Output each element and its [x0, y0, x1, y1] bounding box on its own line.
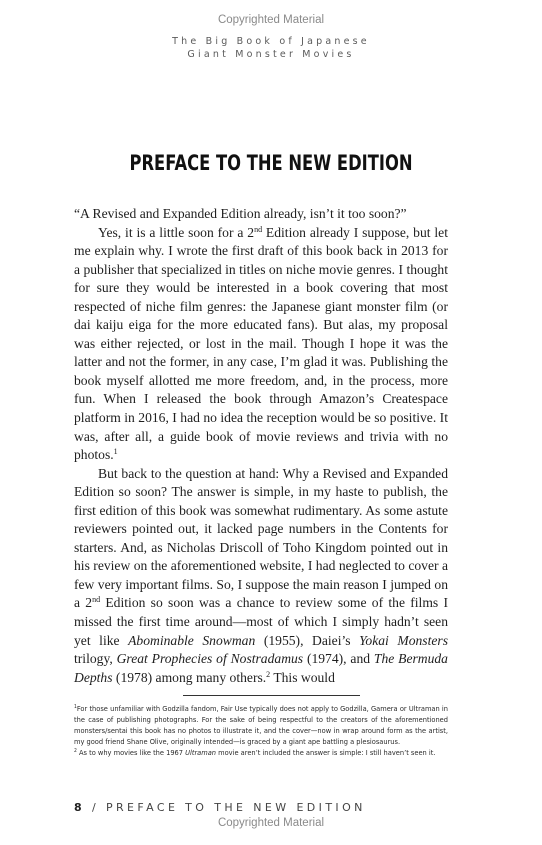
copyright-watermark-top: Copyrighted Material: [217, 14, 325, 26]
text-run: (1978) among many others.: [112, 669, 267, 685]
ordinal-superscript: nd: [92, 595, 101, 605]
copyright-watermark-bottom: Copyrighted Material: [217, 817, 325, 829]
running-header: [0, 36, 542, 61]
text-run: (1955), Daiei’s: [255, 632, 360, 648]
page-number: 8: [74, 801, 86, 814]
paragraph-1: “A Revised and Expanded Edition already, isn’t it too soon?”: [74, 206, 407, 221]
text-run: Edition so soon was a chance to review some of the films I missed the first time around—most of which I simply hadn’t seen yet like: [74, 595, 448, 648]
footnote-2: [74, 747, 448, 758]
film-title: Great Prophecies of Nostradamus: [116, 651, 304, 667]
paragraph-3: [74, 465, 448, 688]
running-header-line-2: Giant Monster Movies: [187, 48, 355, 60]
footnote-text: For those unfamiliar with Godzilla fandom, Fair Use typically does not apply to Godzilla, Gamera or Ultraman in the case of publishing photographs. For the sake of being respectful to the creators of the aforementioned monsters/sentai this book has no photos to illustrate it, and the cover—now in wrap around form as the artist, my good friend Shane Olive, originally intended—is graced by a giant ape battling a plesiosaurus.: [74, 704, 448, 746]
body-text: [74, 205, 448, 687]
footer-separator: /: [91, 801, 100, 814]
chapter-title: PREFACE TO THE NEW EDITION: [129, 151, 413, 176]
text-run: (1974), and: [303, 651, 374, 667]
footnote-ref-1[interactable]: 1: [113, 447, 118, 457]
footnote-text: As to why movies like the 1967: [76, 748, 186, 757]
film-title: Yokai Monsters: [359, 632, 448, 648]
text-run: This would: [270, 669, 335, 685]
text-run: But back to the question at hand: Why a Revised and Expanded Edition so soon? The answer is simple, in my haste to publish, the first edition of this book was somewhat rudimentary. As some astute reviewers pointed out, it lacked page numbers in the Contents for starters. And, as Nicholas Driscoll of Toho Kingdom pointed out in his review on the aforementioned website, I had neglected to cover a few very important films. So, I suppose the main reason I jumped on a 2: [74, 465, 448, 611]
text-run: Edition already I suppose, but let me explain why. I wrote the first draft of this book back in 2013 for a publisher that specialized in titles on niche movie genres. I thought for sure they would be interested in a book covering that most respected of niche film genres: the Japanese giant monster film (or dai kaiju eiga for the more educated fans). But alas, my proposal was either rejected, or lost in the mail. Though I hope it was the latter and not the former, in any case, I’m glad it was. Publishing the book myself allotted me more freedom, and, in the process, more fun. When I released the book through Amazon’s Createspace platform in 2016, I had no idea the reception would be so positive. It was, after all, a guide book of movie reviews and trivia with no photos.: [74, 224, 448, 463]
ordinal-superscript: nd: [254, 224, 263, 234]
footnote-divider: [183, 695, 360, 696]
footnote-mark: 1: [74, 704, 77, 710]
paragraph-2: [74, 224, 448, 465]
text-run: trilogy,: [74, 651, 117, 667]
film-title: Ultraman: [185, 748, 217, 757]
footnote-1: [74, 703, 448, 747]
film-title: Abominable Snowman: [128, 632, 256, 648]
footnote-mark: 2: [74, 748, 77, 754]
text-run: Yes, it is a little soon for a 2: [98, 224, 255, 240]
running-header-line-1: The Big Book of Japanese: [172, 36, 370, 47]
footer-section-title: PREFACE TO THE NEW EDITION: [105, 801, 366, 814]
page-footer: [74, 801, 448, 814]
footnote-text: movie aren’t included the answer is simple: I still haven’t seen it.: [216, 748, 436, 757]
footnote-ref-2[interactable]: 2: [266, 669, 271, 679]
footnotes: [74, 703, 448, 758]
film-title: The Bermuda Depths: [74, 651, 448, 685]
